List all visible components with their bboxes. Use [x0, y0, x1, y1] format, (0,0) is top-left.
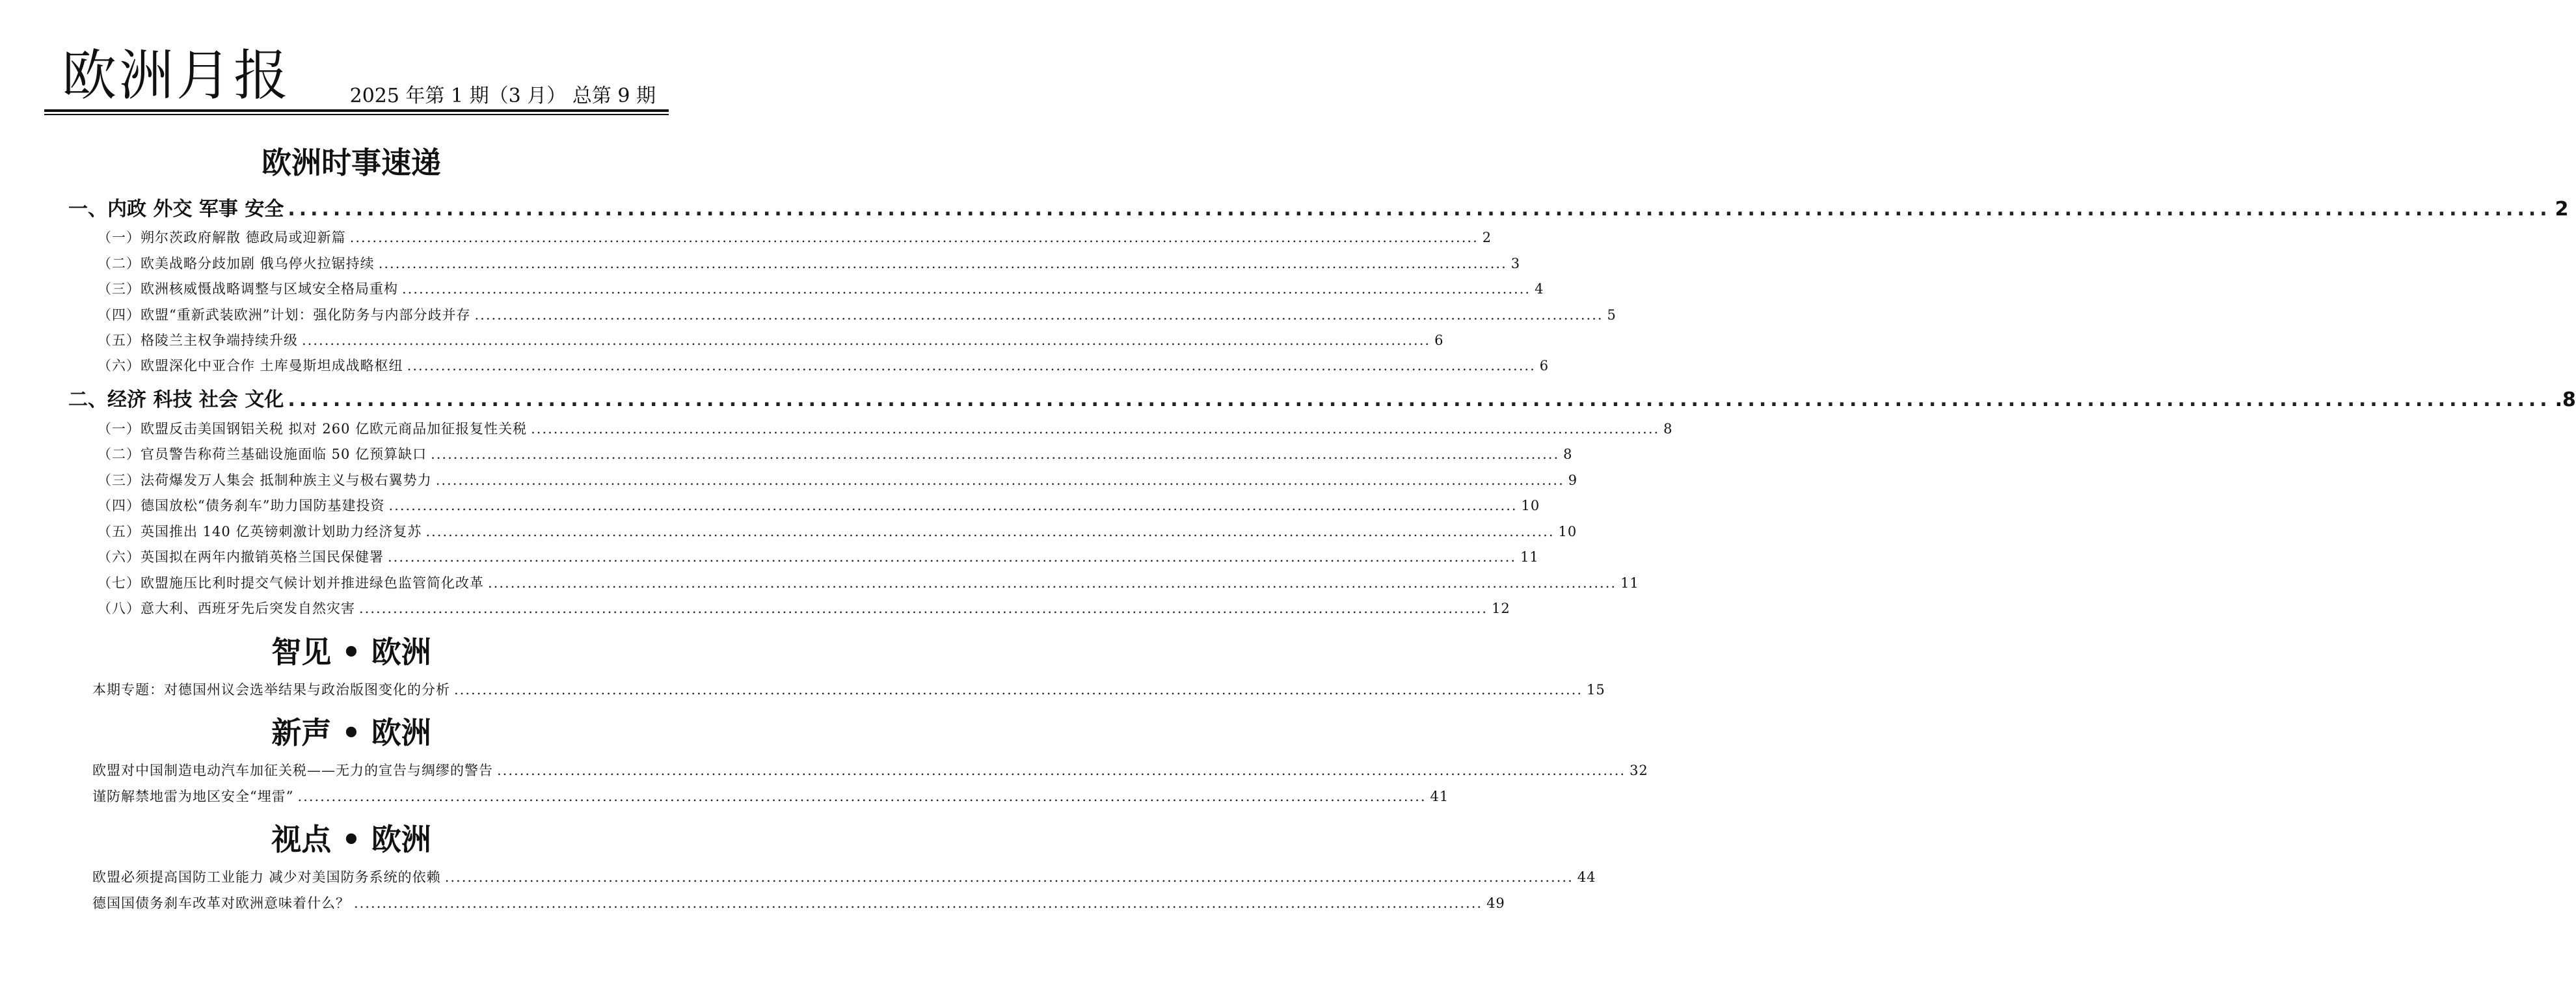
- toc-entry[interactable]: [98, 228, 1492, 247]
- toc-leader-dots: ........................................................................................................................................................................................................: [302, 333, 1431, 348]
- toc-leader-dots: ........................................................................................................................................................................................................: [497, 763, 1626, 778]
- toc-entry-title: 谨防解禁地雷为地区安全“埋雷”: [92, 789, 294, 804]
- toc-page-number: 49: [1486, 895, 1505, 911]
- section-title-view: 视点 • 欧洲: [271, 822, 431, 857]
- toc-entry[interactable]: [98, 254, 1521, 273]
- toc-entry[interactable]: [98, 305, 1617, 325]
- section-title-voice: 新声 • 欧洲: [271, 715, 431, 750]
- toc-page-number: 8: [1563, 446, 1573, 462]
- toc-leader-dots: ........................................................................................................................................................................................................: [288, 388, 2551, 411]
- toc-entry-title: 德国国债务刹车改革对欧洲意味着什么？: [92, 895, 350, 911]
- toc-entry[interactable]: [98, 496, 1540, 515]
- toc-entry[interactable]: [92, 761, 1648, 780]
- toc-entry-title: （五）英国推出 140 亿英镑刺激计划助力经济复苏: [98, 524, 422, 539]
- toc-entry-title: （八）意大利、西班牙先后突发自然灾害: [98, 601, 355, 616]
- toc-page-number: 9: [1568, 472, 1578, 488]
- toc-page-number: 2: [2555, 198, 2569, 221]
- journal-title: 欧洲月报: [62, 44, 291, 107]
- toc-entry-title: （七）欧盟施压比利时提交气候计划并推进绿色监管简化改革: [98, 575, 484, 591]
- toc-leader-dots: ........................................................................................................................................................................................................: [431, 446, 1560, 462]
- toc-leader-dots: ........................................................................................................................................................................................................: [349, 230, 1479, 245]
- toc-entry-title: （六）英国拟在两年内撤销英格兰国民保健署: [98, 549, 384, 565]
- toc-leader-dots: ........................................................................................................................................................................................................: [297, 789, 1427, 804]
- header-rule-thick: [44, 109, 669, 112]
- toc-leader-dots: ........................................................................................................................................................................................................: [474, 307, 1603, 323]
- toc-entry[interactable]: [98, 522, 1577, 541]
- toc-entry[interactable]: [98, 279, 1544, 299]
- toc-page-number: 5: [1607, 307, 1617, 323]
- toc-page-number: 3: [1510, 256, 1521, 271]
- toc-leader-dots: ........................................................................................................................................................................................................: [288, 198, 2551, 221]
- toc-entry[interactable]: [98, 419, 1673, 439]
- toc-page-number: 32: [1630, 763, 1648, 778]
- toc-page-number: 11: [1520, 549, 1539, 565]
- toc-entry-title: （三）法荷爆发万人集会 抵制种族主义与极右翼势力: [98, 472, 432, 488]
- toc-entry[interactable]: [92, 787, 1449, 806]
- toc-page-number: 15: [1587, 682, 1605, 698]
- toc-leader-dots: ........................................................................................................................................................................................................: [388, 498, 1518, 513]
- toc-leader-dots: ........................................................................................................................................................................................................: [454, 682, 1583, 698]
- toc-entry-title: （四）欧盟“重新武装欧洲”计划：强化防务与内部分歧并存: [98, 307, 471, 323]
- toc-part-title: 一、内政 外交 军事 安全: [68, 198, 284, 221]
- toc-page-number: 44: [1577, 869, 1596, 885]
- toc-entry[interactable]: [98, 470, 1578, 490]
- toc-page-number: 6: [1434, 333, 1444, 348]
- toc-entry-title: （六）欧盟深化中亚合作 土库曼斯坦成战略枢纽: [98, 358, 403, 374]
- toc-page-number: 12: [1492, 601, 1510, 616]
- toc-page-number: .8: [2555, 388, 2576, 411]
- toc-page-number: 10: [1521, 498, 1540, 513]
- toc-entry-title: 欧盟对中国制造电动汽车加征关税——无力的宣告与绸缪的警告: [92, 763, 493, 778]
- toc-entry-title: （一）朔尔茨政府解散 德政局或迎新篇: [98, 230, 346, 245]
- toc-entry-title: 欧盟必须提高国防工业能力 减少对美国防务系统的依赖: [92, 869, 441, 885]
- toc-leader-dots: ........................................................................................................................................................................................................: [378, 256, 1507, 271]
- toc-entry-title: （四）德国放松“债务刹车”助力国防基建投资: [98, 498, 385, 513]
- toc-entry[interactable]: [92, 893, 1505, 913]
- toc-entry[interactable]: [98, 331, 1444, 350]
- toc-entry[interactable]: [92, 680, 1605, 700]
- toc-leader-dots: ........................................................................................................................................................................................................: [407, 358, 1536, 374]
- toc-page-number: 41: [1430, 789, 1449, 804]
- toc-leader-dots: ........................................................................................................................................................................................................: [354, 895, 1483, 911]
- section-title-news: 欧洲时事速递: [262, 145, 441, 180]
- toc-leader-dots: ........................................................................................................................................................................................................: [435, 472, 1564, 488]
- toc-entry-title: （五）格陵兰主权争端持续升级: [98, 333, 298, 348]
- toc-entry[interactable]: [98, 444, 1573, 464]
- toc-entry-title: （三）欧洲核威慑战略调整与区域安全格局重构: [98, 281, 398, 297]
- toc-leader-dots: ........................................................................................................................................................................................................: [531, 421, 1660, 437]
- toc-entry-title: （一）欧盟反击美国钢铝关税 拟对 260 亿欧元商品加征报复性关税: [98, 421, 528, 437]
- toc-entry-title: （二）官员警告称荷兰基础设施面临 50 亿预算缺口: [98, 446, 427, 462]
- toc-leader-dots: ........................................................................................................................................................................................................: [488, 575, 1617, 591]
- toc-entry[interactable]: [98, 599, 1510, 618]
- toc-page-number: 4: [1535, 281, 1544, 297]
- section-title-insight: 智见 • 欧洲: [271, 634, 431, 670]
- toc-page-number: 8: [1663, 421, 1673, 437]
- toc-leader-dots: ........................................................................................................................................................................................................: [444, 869, 1574, 885]
- toc-part-title: 二、经济 科技 社会 文化: [68, 388, 284, 411]
- toc-entry[interactable]: [98, 547, 1539, 567]
- toc-part-2[interactable]: [68, 387, 2576, 413]
- toc-page-number: 10: [1558, 524, 1577, 539]
- header-rule-thin: [44, 114, 669, 115]
- toc-entry-title: （二）欧美战略分歧加剧 俄乌停火拉锯持续: [98, 256, 375, 271]
- toc-leader-dots: ........................................................................................................................................................................................................: [402, 281, 1531, 297]
- toc-page-number: 11: [1620, 575, 1639, 591]
- toc-page-number: 2: [1482, 230, 1492, 245]
- masthead: [0, 0, 703, 120]
- toc-page-number: 6: [1539, 358, 1550, 374]
- toc-entry[interactable]: [98, 356, 1550, 375]
- toc-entry[interactable]: [98, 573, 1639, 593]
- toc-leader-dots: ........................................................................................................................................................................................................: [359, 601, 1488, 616]
- issue-info: 2025 年第 1 期（3 月） 总第 9 期: [349, 85, 656, 107]
- toc-leader-dots: ........................................................................................................................................................................................................: [388, 549, 1517, 565]
- toc-entry[interactable]: [92, 867, 1596, 887]
- toc-leader-dots: ........................................................................................................................................................................................................: [425, 524, 1555, 539]
- toc-entry-title: 本期专题：对德国州议会选举结果与政治版图变化的分析: [92, 682, 450, 698]
- toc-part-1[interactable]: [68, 197, 2569, 223]
